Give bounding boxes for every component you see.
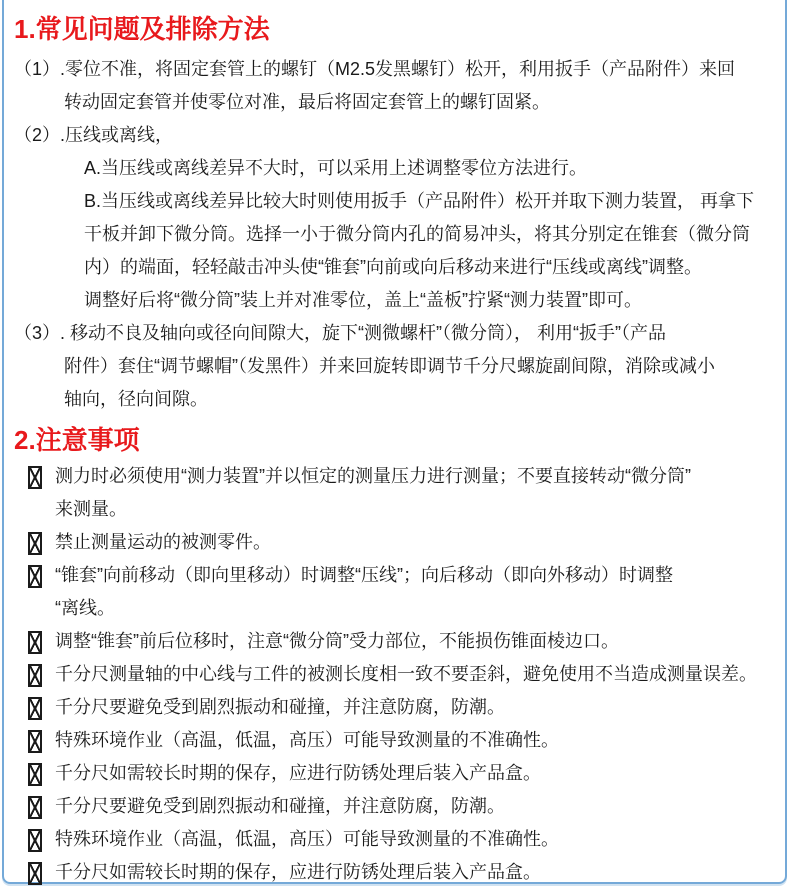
note-text [55, 691, 790, 724]
paragraph [0, 119, 790, 152]
note-item [0, 691, 790, 724]
box-with-x-bullet-icon [28, 466, 42, 489]
section2-notes [0, 460, 790, 888]
note-item [0, 790, 790, 823]
text-line: 特殊环境作业（高温，低温，高压）可能导致测量的不准确性。 [55, 730, 559, 750]
text-line: （2）.压线或离线， [14, 125, 174, 145]
section1-paragraphs [0, 53, 790, 416]
text-line: 调整“锥套”前后位移时，注意“微分筒”受力部位，不能损伤锥面棱边口。 [55, 631, 619, 651]
text-line: 干板并卸下微分筒。选择一小于微分筒内孔的简易冲头，将其分别定在锥套（微分筒 [84, 224, 750, 244]
box-with-x-bullet-icon [28, 664, 42, 687]
box-with-x-bullet-icon [28, 862, 42, 885]
text-line: B.当压线或离线差异比较大时则使用扳手（产品附件）松开并取下测力装置， 再拿下 [84, 191, 755, 211]
note-item [0, 823, 790, 856]
note-text [55, 658, 790, 691]
paragraph [0, 53, 790, 119]
note-item [0, 526, 790, 559]
paragraph [0, 317, 790, 416]
note-text [55, 790, 790, 823]
text-line: 内）的端面，轻轻敲击冲头使“锥套”向前或向后移动来进行“压线或离线”调整。 [84, 257, 702, 277]
text-line: 轴向，径向间隙。 [64, 389, 208, 409]
text-line: 千分尺要避免受到剧烈振动和碰撞，并注意防腐，防潮。 [55, 697, 505, 717]
box-with-x-bullet-icon [28, 697, 42, 720]
box-with-x-bullet-icon [28, 532, 42, 555]
box-with-x-bullet-icon [28, 730, 42, 753]
text-line: “离线。 [55, 598, 115, 618]
text-line: （3）. 移动不良及轴向或径向间隙大，旋下“测微螺杆”（微分筒）， 利用“扳手”（产品 [14, 323, 666, 343]
paragraph [0, 152, 790, 185]
text-line: 调整好后将“微分筒”装上并对准零位，盖上“盖板”拧紧“测力装置”即可。 [84, 290, 642, 310]
box-with-x-bullet-icon [28, 565, 42, 588]
text-line: 千分尺如需较长时期的保存，应进行防锈处理后装入产品盒。 [55, 862, 541, 882]
note-item [0, 559, 790, 625]
text-line: 特殊环境作业（高温，低温，高压）可能导致测量的不准确性。 [55, 829, 559, 849]
note-text [55, 559, 790, 625]
text-line: “锥套”向前移动（即向里移动）时调整“压线”；向后移动（即向外移动）时调整 [55, 565, 673, 585]
text-line: 千分尺要避免受到剧烈振动和碰撞，并注意防腐，防潮。 [55, 796, 505, 816]
section1-title: 1.常见问题及排除方法 [14, 14, 270, 44]
note-item [0, 724, 790, 757]
text-line: 千分尺如需较长时期的保存，应进行防锈处理后装入产品盒。 [55, 763, 541, 783]
paragraph [0, 185, 790, 317]
text-line: 禁止测量运动的被测零件。 [55, 532, 271, 552]
section2-title: 2.注意事项 [14, 425, 140, 455]
box-with-x-bullet-icon [28, 763, 42, 786]
note-text [55, 460, 790, 526]
note-item [0, 658, 790, 691]
text-line: 转动固定套管并使零位对准，最后将固定套管上的螺钉固紧。 [64, 92, 550, 112]
note-item [0, 856, 790, 888]
note-text [55, 823, 790, 856]
text-line: 附件）套住“调节螺帽”（发黑件）并来回旋转即调节千分尺螺旋副间隙，消除或减小 [64, 356, 715, 376]
box-with-x-bullet-icon [28, 829, 42, 852]
box-with-x-bullet-icon [28, 631, 42, 654]
note-item [0, 625, 790, 658]
note-item [0, 460, 790, 526]
text-line: （1）.零位不准，将固定套管上的螺钉（M2.5发黑螺钉）松开，利用扳手（产品附件）来回 [14, 59, 736, 79]
text-line: 测力时必须使用“测力装置”并以恒定的测量压力进行测量；不要直接转动“微分筒” [55, 466, 691, 486]
text-line: A.当压线或离线差异不大时，可以采用上述调整零位方法进行。 [84, 158, 588, 178]
note-text [55, 757, 790, 790]
text-line: 来测量。 [55, 499, 127, 519]
note-text [55, 625, 790, 658]
box-with-x-bullet-icon [28, 796, 42, 819]
note-text [55, 526, 790, 559]
note-item [0, 757, 790, 790]
note-text [55, 724, 790, 757]
note-text [55, 856, 790, 888]
text-line: 千分尺测量轴的中心线与工件的被测长度相一致不要歪斜，避免使用不当造成测量误差。 [55, 664, 757, 684]
